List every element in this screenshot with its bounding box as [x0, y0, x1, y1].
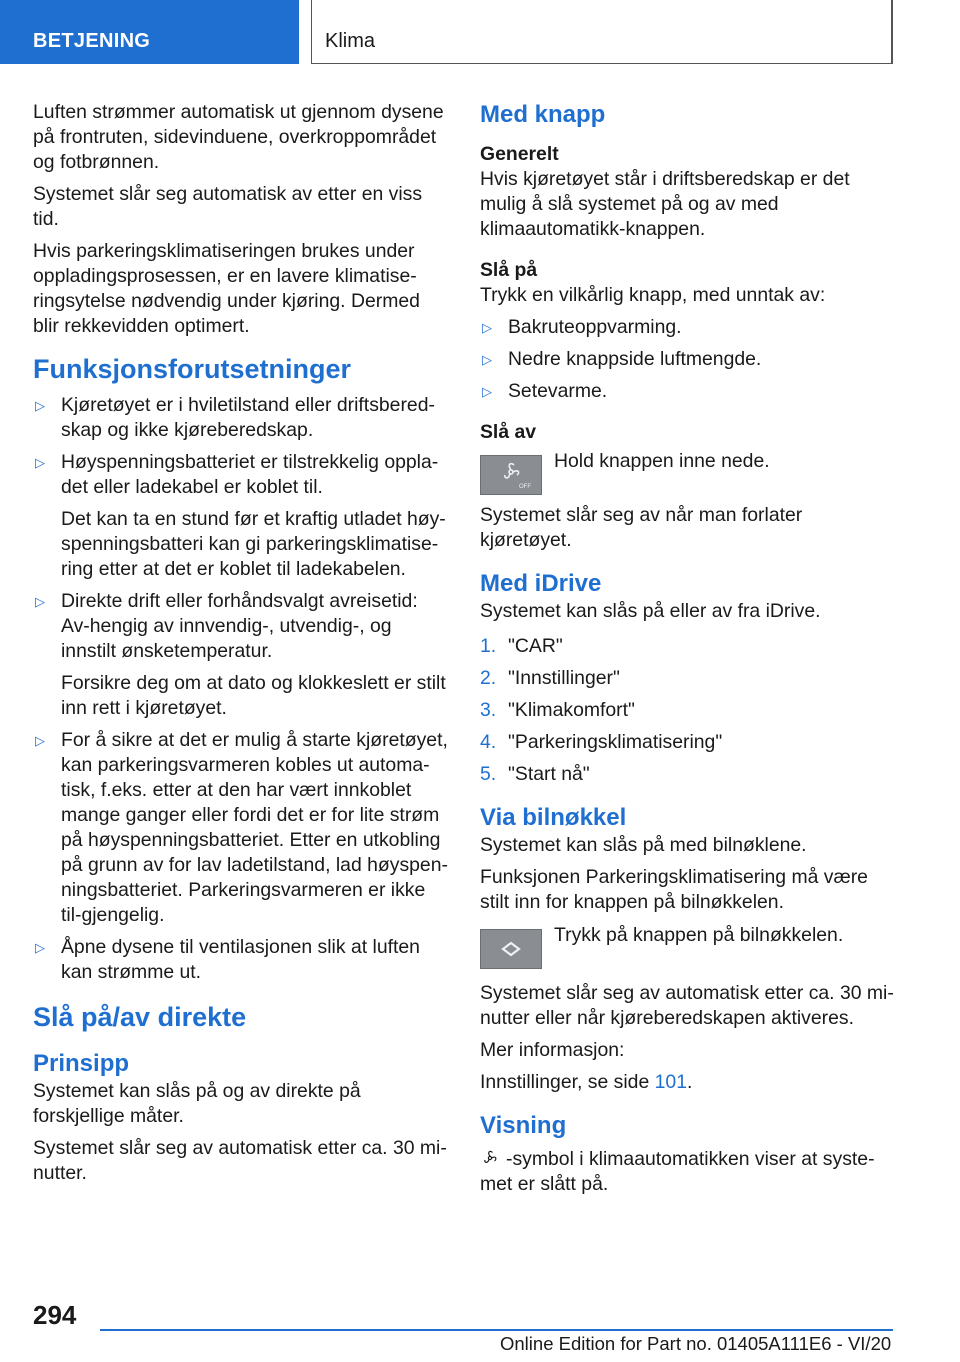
step-item: 4. "Parkeringsklimatisering": [480, 731, 723, 753]
icon-caption: Hold knappen inne nede.: [554, 450, 770, 472]
footer-divider: [100, 1329, 893, 1331]
list-item: ▷ For å sikre at det er mulig å starte kjøretøyet, kan parkeringsvarmeren kobles ut automa-tisk, f.eks. etter at den har vært innkoblet mange ganger eller fordi det er for lite strøm på høyspenningsbatteriet. Etter en utkobling på grunn av for lav ladetilstand, lad høyspen-ningsbatteriet. Parkeringsvarmeren er ikke til-gjengelig.: [35, 729, 448, 926]
section-title: BETJENING: [33, 30, 151, 52]
button-illustration: [480, 450, 895, 503]
bullet-triangle-icon: ▷: [35, 733, 45, 748]
paragraph: Trykk en vilkårlig knapp, med unntak av:: [480, 284, 826, 306]
paragraph: -symbol i klimaautomatikken viser at syste-met er slått på.: [480, 1148, 875, 1195]
fan-off-icon: [480, 455, 542, 495]
bullet-triangle-icon: ▷: [482, 352, 492, 367]
subheading: Generelt: [480, 143, 559, 165]
list-item: ▷ Åpne dysene til ventilasjonen slik at luften kan strømme ut.: [35, 936, 420, 983]
bullet-triangle-icon: ▷: [35, 594, 45, 609]
subheading: Slå på: [480, 259, 538, 281]
bullet-triangle-icon: ▷: [482, 320, 492, 335]
paragraph: Hvis parkeringsklimatiseringen brukes under oppladingsprosessen, er en lavere klimatise-ringsytelse nødvendig under kjøring. Dermed blir rekkevidden optimert.: [33, 240, 420, 337]
paragraph: Systemet kan slås på og av direkte på forskjellige måter.: [33, 1080, 361, 1127]
chapter-tab: [311, 0, 893, 64]
page-link[interactable]: 101: [654, 1071, 687, 1093]
heading-key: Via bilnøkkel: [480, 804, 627, 831]
heading-prerequisites: Funksjonsforutsetninger: [33, 354, 352, 384]
list-item: ▷ Setevarme.: [482, 380, 608, 402]
list-item: ▷ Nedre knappside luftmengde.: [482, 348, 762, 370]
key-illustration: [480, 924, 895, 981]
paragraph: Systemet kan slås på eller av fra iDrive.: [480, 600, 821, 622]
subheading: Slå av: [480, 421, 537, 443]
icon-caption: Trykk på knappen på bilnøkkelen.: [554, 924, 844, 946]
paragraph: Systemet slår seg av automatisk etter ca. 30 mi-nutter.: [33, 1137, 447, 1184]
paragraph: Systemet kan slås på med bilnøklene.: [480, 834, 807, 856]
step-item: 5. "Start nå": [480, 763, 590, 785]
list-item: ▷ Direkte drift eller forhåndsvalgt avreisetid: Av-hengig av innvendig-, utvendig-, og innstilt ønsketemperatur.: [35, 590, 418, 662]
list-item-note: Det kan ta en stund før et kraftig utladet høy-spenningsbatteri kan gi parkeringsklimatise-ring etter at det er koblet til ladekabelen.: [61, 508, 446, 580]
list-item-note: Forsikre deg om at dato og klokkeslett er stilt inn rett i kjøretøyet.: [61, 672, 446, 719]
paragraph: Systemet slår seg av når man forlater kjøretøyet.: [480, 504, 803, 551]
heading-direct: Slå på/av direkte: [33, 1002, 247, 1032]
section-tab: [0, 0, 299, 64]
left-column: [33, 100, 448, 1193]
right-column: [480, 100, 895, 1204]
fan-icon: [480, 1149, 500, 1167]
paragraph: Systemet slår seg av automatisk etter ca. 30 mi-nutter eller når kjøreberedskapen aktiveres.: [480, 982, 894, 1029]
step-item: 2. "Innstillinger": [480, 667, 620, 689]
paragraph: Innstillinger, se side 101.: [480, 1071, 693, 1093]
step-item: 1. "CAR": [480, 635, 563, 657]
chapter-title: Klima: [325, 30, 376, 52]
svg-text:OFF: OFF: [519, 484, 531, 490]
paragraph: Funksjonen Parkeringsklimatisering må være stilt inn for knappen på bilnøkkelen.: [480, 866, 868, 913]
list-item: ▷ Kjøretøyet er i hviletilstand eller driftsbered-skap og ikke kjøreberedskap.: [35, 394, 435, 441]
heading-principle: Prinsipp: [33, 1050, 130, 1077]
heading-idrive: Med iDrive: [480, 570, 602, 597]
paragraph: Hvis kjøretøyet står i driftsberedskap er det mulig å slå systemet på og av med klimaautomatikk-knappen.: [480, 168, 850, 240]
bullet-triangle-icon: ▷: [35, 940, 45, 955]
bullet-triangle-icon: ▷: [35, 398, 45, 413]
list-item: ▷ Høyspenningsbatteriet er tilstrekkelig oppla-det eller ladekabel er koblet til.: [35, 451, 439, 498]
heading-with-button: Med knapp: [480, 101, 606, 128]
list-item: ▷ Bakruteoppvarming.: [482, 316, 682, 338]
page-number: 294: [33, 1300, 77, 1330]
step-item: 3. "Klimakomfort": [480, 699, 635, 721]
car-key-icon: [480, 929, 542, 969]
paragraph: Luften strømmer automatisk ut gjennom dysene på frontruten, sidevinduene, overkroppområdet og fotbrønnen.: [33, 101, 444, 173]
bullet-triangle-icon: ▷: [35, 455, 45, 470]
bullet-triangle-icon: ▷: [482, 384, 492, 399]
footer-edition: Online Edition for Part no. 01405A111E6 - VI/20: [500, 1333, 892, 1354]
paragraph: Mer informasjon:: [480, 1039, 625, 1061]
paragraph: Systemet slår seg automatisk av etter en viss tid.: [33, 183, 423, 230]
heading-display: Visning: [480, 1112, 567, 1139]
